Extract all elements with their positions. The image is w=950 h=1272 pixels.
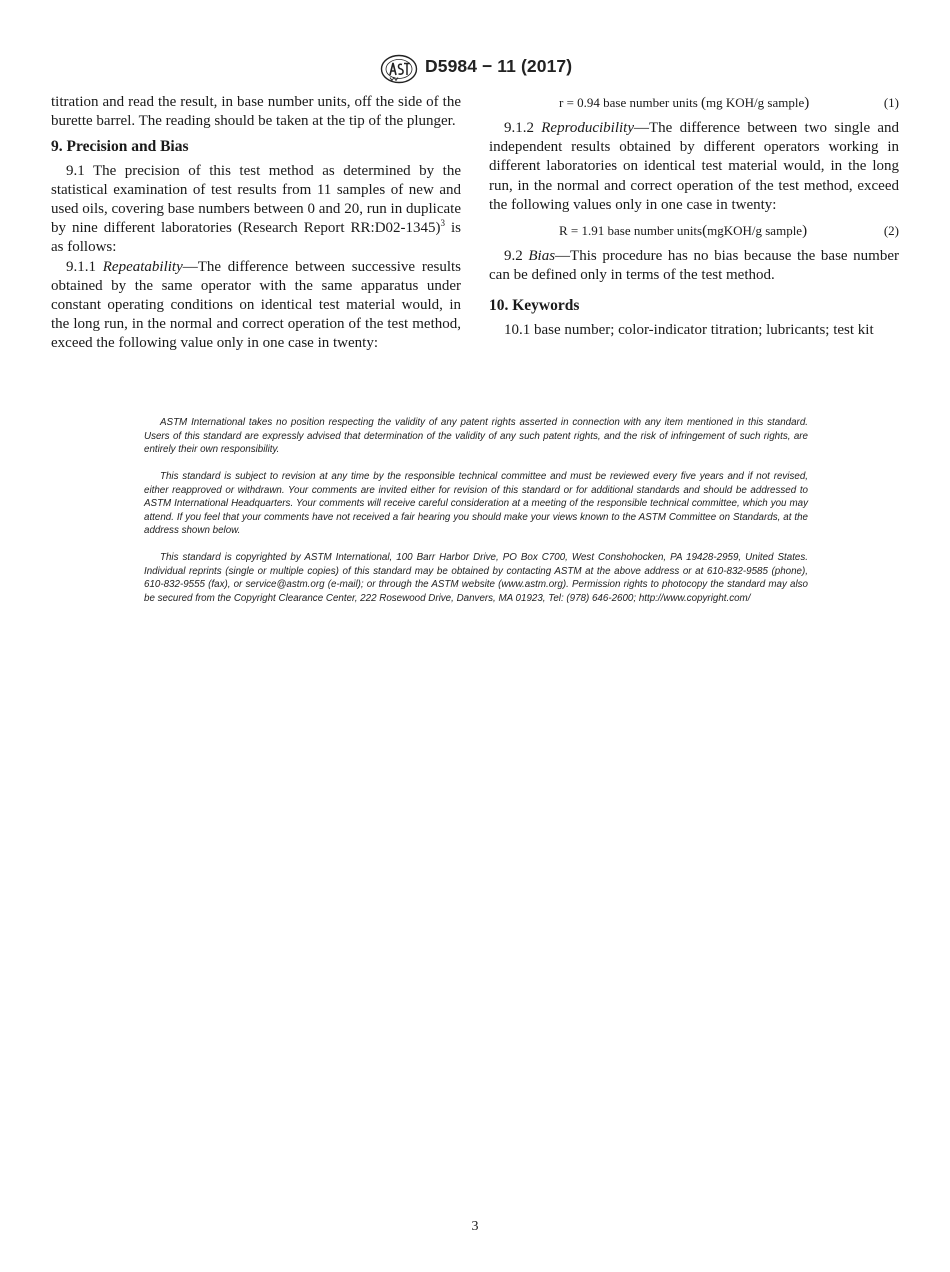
equation-2-open-paren: ( (702, 223, 708, 240)
patent-notice: ASTM International takes no position respecting the validity of any patent rights asserted in connection with any item mentioned in this standard. Users of this standard are expressly advised that determination of the validity of any such patent rights, and the risk of infringement of such rights, are entirely their own responsibility. (144, 417, 808, 455)
paragraph-9-1 (51, 162, 461, 258)
paragraph-9-1-1 (51, 258, 461, 354)
revision-notice: This standard is subject to revision at any time by the responsible technical committee and must be reviewed every five years and if not revised, either reapproved or withdrawn. Your comments are invited either for revision of this standard or for additional standards and should be addressed to ASTM International Headquarters. Your comments will receive careful consideration at a meeting of the responsible technical committee, which you may attend. If you feel that your comments have not received a fair hearing you should make your views known to the ASTM Committee on Standards, at the address shown below. (144, 471, 808, 536)
continuation-paragraph: titration and read the result, in base number units, off the side of the burette barrel. The reading should be taken at the tip of the plunger. (51, 94, 461, 130)
equation-1-close-paren: ) (804, 95, 810, 111)
paragraph-9-1-2-text: —The difference between two single and independent results obtained by different operators working in different laboratories on identical test material would, in the long run, in the normal and correct operation of the test method, exceed the following values only in one case in twenty: (489, 120, 900, 213)
bias-term: Bias (528, 248, 556, 265)
paragraph-10-1: 10.1 base number; color-indicator titration; lubricants; test kit (504, 321, 874, 338)
left-column (51, 93, 461, 354)
paragraph-9-1-tail: is as follows: (51, 220, 461, 256)
astm-logo-icon (380, 54, 418, 84)
footnote-ref-3: 3 (440, 218, 446, 229)
equation-1-number: (1) (883, 95, 899, 110)
equation-2-unit: mgKOH/g sample (707, 223, 803, 239)
paragraph-9-1-2-number: 9.1.2 (504, 120, 542, 136)
equation-2-expression (559, 221, 807, 241)
paragraph-9-2 (489, 247, 899, 285)
section-10-heading: 10. Keywords (489, 297, 580, 315)
legal-notices (144, 416, 808, 619)
page-header (0, 54, 950, 84)
copyright-notice: This standard is copyrighted by ASTM International, 100 Barr Harbor Drive, PO Box C700, West Conshohocken, PA 19428-2959, United States. Individual reprints (single or multiple copies) of this standard may be obtained by contacting ASTM at the above address or at 610-832-9585 (phone), 610-832-9555 (fax), or service@astm.org (e-mail); or through the ASTM website (www.astm.org). Permission rights to photocopy the standard may also be secured from the Copyright Clearance Center, 222 Rosewood Drive, Danvers, MA 01923, Tel: (978) 646-2600; http://www.copyright.com/ (144, 552, 808, 604)
right-column (489, 93, 899, 340)
paragraph-9-1-2 (489, 119, 899, 215)
repeatability-term: Repeatability (102, 258, 183, 275)
equation-2-close-paren: ) (802, 223, 808, 240)
paragraph-9-1-text: 9.1 The precision of this test method as determined by the statistical examination of test results from 11 samples of new and used oils, covering base numbers between 0 and 20, run in duplicate by nine different laboratories (Research Report RR:D02-1345) (51, 162, 461, 237)
paragraph-9-2-number: 9.2 (504, 248, 529, 265)
reproducibility-term: Reproducibility (541, 120, 635, 136)
paragraph-9-2-text: —This procedure has no bias because the base number can be defined only in terms of the test method. (489, 248, 900, 284)
equation-2 (489, 221, 899, 241)
section-9-heading: 9. Precision and Bias (51, 138, 189, 156)
paragraph-9-1-1-text: —The difference between successive results obtained by the same operator with the same apparatus under constant operating conditions on identical test material would, in the long run, in the normal and correct operation of the test method, exceed the following value only in one case in twenty: (51, 258, 462, 352)
equation-2-number: (2) (883, 223, 899, 239)
equation-2-lhs: R = 1.91 base number units (559, 223, 703, 239)
page-number: 3 (471, 1219, 479, 1234)
equation-1-open-paren: ( (701, 95, 707, 111)
equation-1-unit: mg KOH/g sample (706, 95, 805, 110)
paragraph-9-1-1-number: 9.1.1 (66, 258, 103, 275)
standard-designation: D5984 − 11 (2017) (425, 56, 573, 76)
equation-1 (489, 93, 899, 113)
equation-1-lhs: r = 0.94 base number units (559, 95, 702, 110)
equation-1-expression (559, 93, 809, 113)
